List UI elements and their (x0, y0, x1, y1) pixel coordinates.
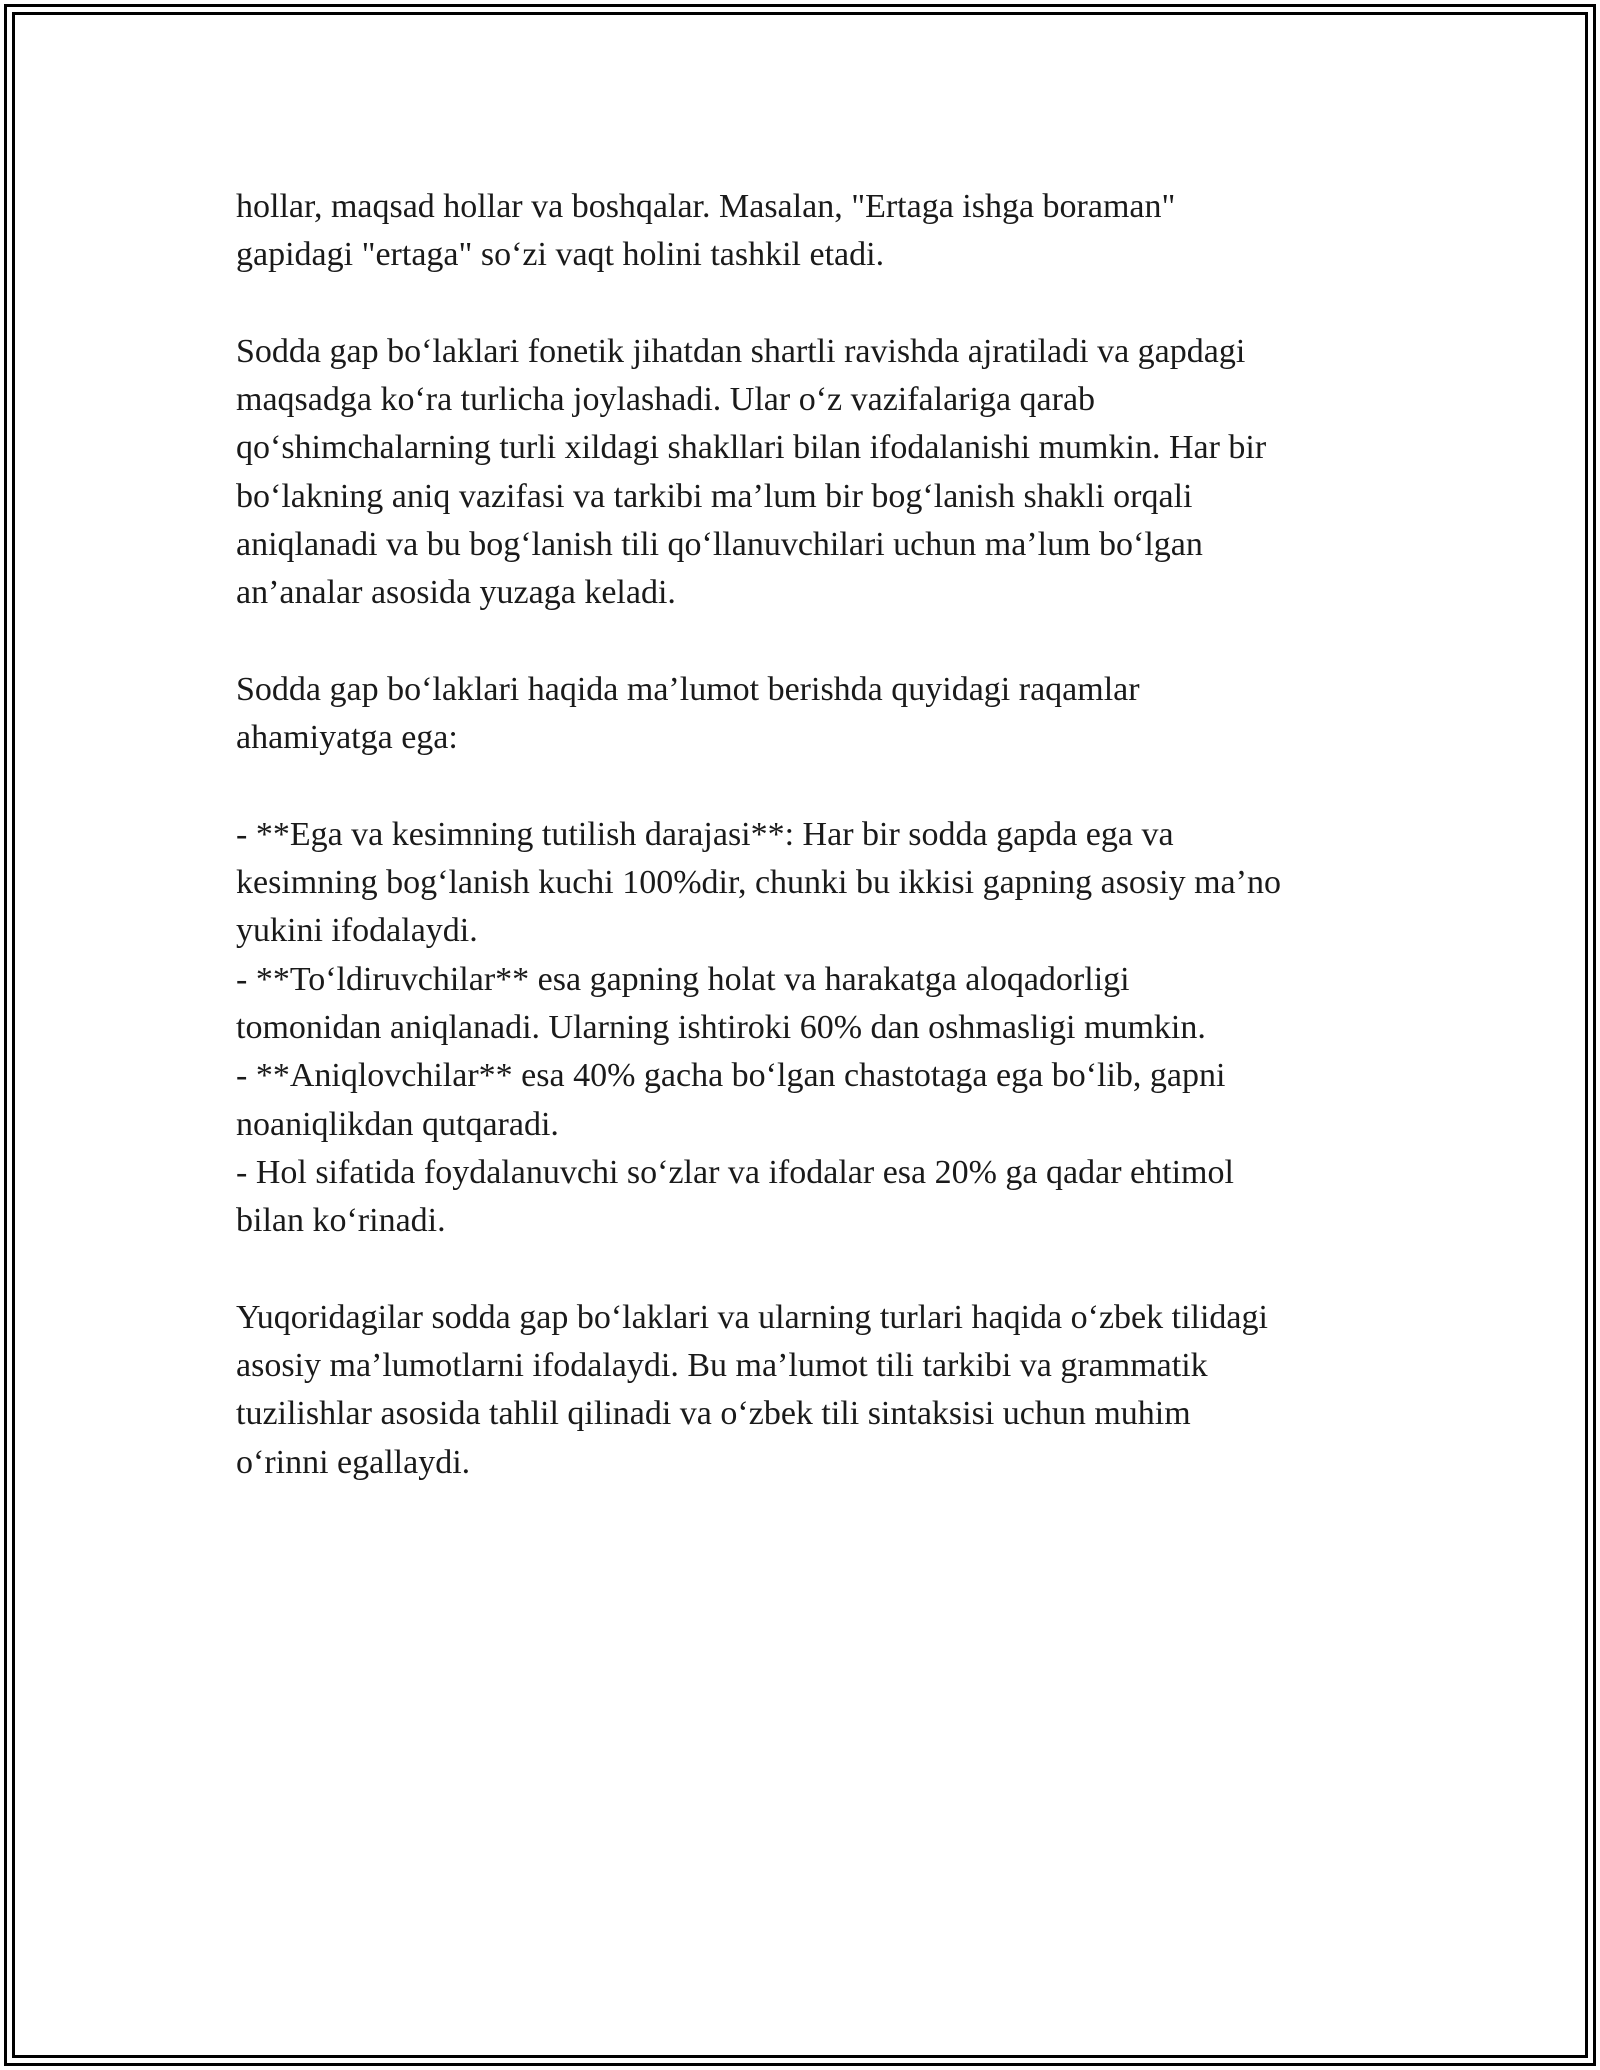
text-line: Sodda gap bo‘laklari haqida ma’lumot berishda quyidagi raqamlar (236, 670, 1140, 708)
text-line: gapidagi "ertaga" so‘zi vaqt holini tashkil etadi. (236, 236, 885, 274)
text-line: asosiy ma’lumotlarni ifodalaydi. Bu ma’lumot tili tarkibi va grammatik (236, 1347, 1208, 1385)
text-line: qo‘shimchalarning turli xildagi shakllari bilan ifodalanishi mumkin. Har bir (236, 429, 1267, 467)
list-item-line: yukini ifodalaydi. (236, 912, 478, 950)
document-body (236, 183, 1386, 1535)
text-line: Yuqoridagilar sodda gap bo‘laklari va ularning turlari haqida o‘zbek tilidagi (236, 1298, 1268, 1336)
paragraph-bullet-list (236, 811, 1386, 1246)
text-line: Sodda gap bo‘laklari fonetik jihatdan shartli ravishda ajratiladi va gapdagi (236, 332, 1246, 370)
list-item-line: - **To‘ldiruvchilar** esa gapning holat va harakatga aloqadorligi (236, 960, 1130, 998)
text-line: hollar, maqsad hollar va boshqalar. Masalan, "Ertaga ishga boraman" (236, 188, 1176, 225)
paragraph-adverbials-example (236, 183, 1386, 280)
paragraph-sentence-parts (236, 328, 1386, 618)
list-item-line: - **Aniqlovchilar** esa 40% gacha bo‘lgan chastotaga ega bo‘lib, gapni (236, 1057, 1226, 1095)
list-item-line: tomonidan aniqlanadi. Ularning ishtiroki 60% dan oshmasligi mumkin. (236, 1009, 1206, 1047)
text-line: o‘rinni egallaydi. (236, 1443, 471, 1481)
list-item-line: bilan ko‘rinadi. (236, 1202, 446, 1240)
text-line: an’analar asosida yuzaga keladi. (236, 574, 676, 612)
paragraph-conclusion (236, 1294, 1386, 1487)
text-line: maqsadga ko‘ra turlicha joylashadi. Ular o‘z vazifalariga qarab (236, 381, 1096, 419)
text-line: bo‘lakning aniq vazifasi va tarkibi ma’lum bir bog‘lanish shakli orqali (236, 477, 1193, 515)
text-line: tuzilishlar asosida tahlil qilinadi va o‘zbek tili sintaksisi uchun muhim (236, 1395, 1191, 1433)
list-item-line: noaniqlikdan qutqaradi. (236, 1105, 559, 1143)
list-item-line: kesimning bog‘lanish kuchi 100%dir, chunki bu ikkisi gapning asosiy ma’no (236, 864, 1281, 902)
text-line: aniqlanadi va bu bog‘lanish tili qo‘llanuvchilari uchun ma’lum bo‘lgan (236, 526, 1203, 564)
text-line: ahamiyatga ega: (236, 719, 458, 757)
list-item-line: - **Ega va kesimning tutilish darajasi**: Har bir sodda gapda ega va (236, 815, 1174, 853)
paragraph-numbers-intro (236, 666, 1386, 763)
list-item-line: - Hol sifatida foydalanuvchi so‘zlar va ifodalar esa 20% ga qadar ehtimol (236, 1153, 1234, 1191)
